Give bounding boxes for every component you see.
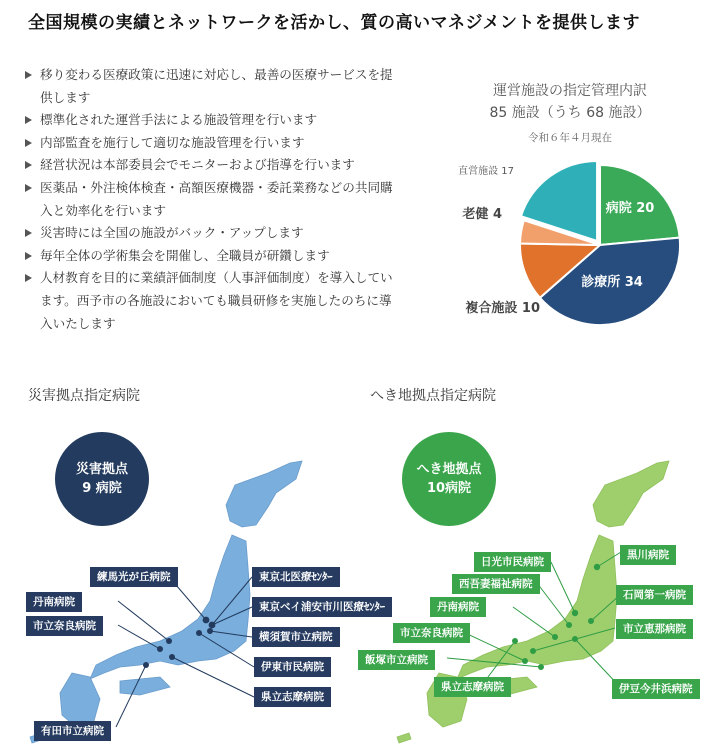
hospital-label: 県立志摩病院	[434, 677, 511, 697]
feature-item: 人材教育を目的に業績評価制度（人事評価制度）を導入しています。西予市の各施設においても職員研修を実施したのちに導入いたします	[22, 267, 400, 335]
hokkaido-shape	[226, 461, 302, 527]
remote-badge-line1: へき地拠点	[416, 462, 482, 477]
pie-total: 85 施設（うち 68 施設）	[489, 105, 651, 121]
hospital-label: 有田市立病院	[34, 721, 111, 741]
hokkaido-shape	[593, 461, 669, 527]
feature-item: 標準化された運営手法による施設管理を行います	[22, 109, 400, 132]
disaster-badge-line1: 災害拠点	[75, 462, 128, 477]
okinawa-shape	[397, 733, 411, 743]
hospital-label: 石岡第一病院	[616, 585, 693, 605]
feature-item: 経営状況は本部委員会でモニターおよび指導を行います	[22, 154, 400, 177]
pie-date: 令和６年４月現在	[528, 132, 612, 144]
pie-label-診療所: 診療所 34	[581, 275, 643, 290]
hospital-label: 日光市民病院	[474, 552, 551, 572]
hospital-label: 市立恵那病院	[616, 619, 693, 639]
kyushu-shape	[60, 673, 100, 727]
hospital-label: 東京北医療ｾﾝﾀｰ	[252, 567, 340, 587]
feature-item: 医薬品・外注検体検査・高額医療機器・委託業務などの共同購入と効率化を行います	[22, 177, 400, 222]
disaster-section-label: 災害拠点指定病院	[28, 388, 140, 404]
hospital-label: 飯塚市立病院	[358, 650, 435, 670]
headline: 全国規模の実績とネットワークを活かし、質の高いマネジメントを提供します	[28, 13, 640, 33]
pie-label-直営施設: 直営施設 17	[458, 166, 514, 177]
remote-badge-line2: 10病院	[426, 481, 472, 496]
hospital-label: 横須賀市立病院	[252, 627, 340, 647]
remote-section-label: へき地拠点指定病院	[370, 388, 496, 404]
pie-label-複合施設: 複合施設 10	[465, 301, 540, 316]
hospital-label: 伊東市民病院	[254, 657, 331, 677]
hospital-label: 市立奈良病院	[26, 616, 103, 636]
hospital-label: 県立志摩病院	[254, 687, 331, 707]
pie-title: 運営施設の指定管理内訳	[493, 83, 647, 99]
pie-label-病院: 病院 20	[605, 201, 655, 216]
facility-pie-chart	[430, 150, 710, 340]
hospital-label: 西吾妻福祉病院	[452, 574, 540, 594]
feature-item: 移り変わる医療政策に迅速に対応し、最善の医療サービスを提供します	[22, 64, 400, 109]
feature-list	[22, 64, 400, 335]
feature-item: 毎年全体の学術集会を開催し、全職員が研鑽します	[22, 245, 400, 268]
hospital-label: 東京ベイ浦安市川医療ｾﾝﾀｰ	[252, 597, 392, 617]
hospital-label: 丹南病院	[430, 597, 486, 617]
feature-item: 内部監査を施行して適切な施設管理を行います	[22, 132, 400, 155]
hospital-label: 練馬光が丘病院	[90, 567, 178, 587]
hospital-label: 伊豆今井浜病院	[612, 679, 700, 699]
shikoku-shape	[120, 677, 170, 695]
feature-item: 災害時には全国の施設がバック・アップします	[22, 222, 400, 245]
disaster-badge-line2: 9 病院	[82, 481, 122, 496]
hospital-label: 黒川病院	[620, 545, 676, 565]
pie-label-老健: 老健 4	[462, 207, 502, 222]
hospital-label: 市立奈良病院	[393, 623, 470, 643]
hospital-label: 丹南病院	[26, 592, 82, 612]
